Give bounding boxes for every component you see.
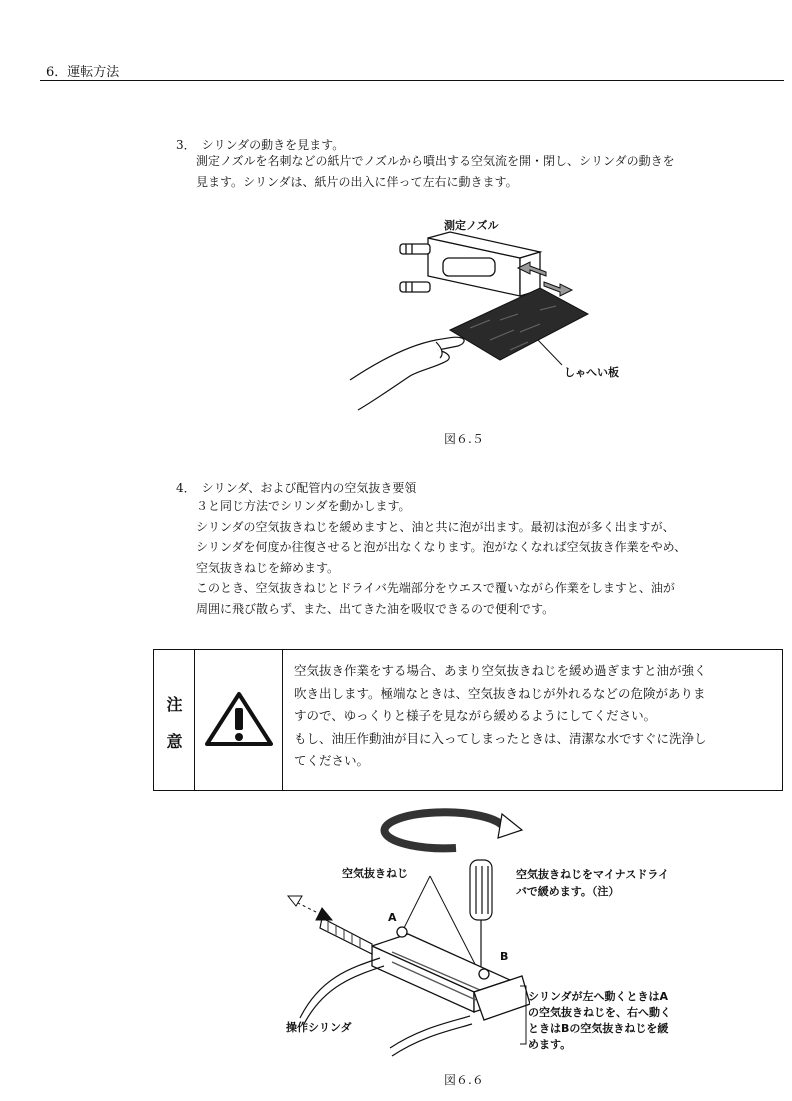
- hand-drawing: [350, 337, 464, 410]
- step4-title: 4． シリンダ、および配管内の空気抜き要領: [176, 481, 417, 495]
- step4-line: 空気抜きねじを締めます。: [196, 560, 340, 575]
- step4-line: シリンダを何度か往復させると泡が出なくなります。泡がなくなれば空気抜き作業をやめ、: [196, 540, 687, 554]
- step4-body: [196, 496, 686, 619]
- direction-arrow-drawing: [288, 896, 332, 920]
- figure5-caption: 図６.５: [444, 432, 484, 446]
- step4-line: シリンダの空気抜きねじを緩めますと、油と共に泡が出ます。最初は泡が多く出ますが、: [196, 519, 675, 534]
- caution-text: [294, 660, 770, 773]
- caution-line: 空気抜き作業をする場合、あまり空気抜きねじを緩め過ぎますと油が強く: [294, 663, 707, 678]
- caution-box: [153, 649, 783, 791]
- step4-line: 周囲に飛び散らず、また、出てきた油を吸収できるので便利です。: [196, 601, 555, 616]
- step3-line: 測定ノズルを名刺などの紙片でノズルから噴出する空気流を開・閉し、シリンダの動きを: [196, 154, 675, 168]
- header-divider: [40, 80, 784, 81]
- figure5-label-nozzle: 測定ノズル: [444, 219, 499, 232]
- figure-6-5-illustration: [340, 210, 640, 425]
- step3-line: 見ます。シリンダは、紙片の出入に伴って左右に動きます。: [196, 174, 518, 189]
- figure6-note-line: めます。: [528, 1038, 572, 1051]
- step3-title: 3． シリンダの動きを見ます。: [176, 138, 345, 152]
- figure6-label-driver-1: 空気抜きねじをマイナスドライ: [516, 868, 670, 881]
- figure5-label-plate: しゃへい板: [564, 366, 619, 379]
- caution-kanji-2: 意: [166, 732, 183, 751]
- step3-body: [196, 151, 675, 192]
- step4-line: このとき、空気抜きねじとドライバ先端部分をウエスで覆いながら作業をしますと、油が: [196, 581, 675, 595]
- figure6-label-a: A: [388, 911, 397, 924]
- step4-line: ３と同じ方法でシリンダを動かします。: [196, 499, 411, 513]
- nozzle-drawing: [400, 232, 540, 296]
- caution-line: すので、ゆっくりと様子を見ながら緩めるようにしてください。: [294, 708, 657, 723]
- figure6-caption: 図６.６: [444, 1073, 484, 1087]
- figure6-note-line: シリンダが左へ動くときはA: [528, 990, 669, 1003]
- screwdriver-drawing: [470, 860, 492, 976]
- section-title: 6．運転方法: [46, 65, 120, 80]
- shield-plate-drawing: [450, 288, 588, 365]
- figure6-label-screw: 空気抜きねじ: [342, 867, 408, 880]
- caution-line: 吹き出します。極端なときは、空気抜きねじが外れるなどの危険がありま: [294, 685, 706, 701]
- figure6-label-cylinder: 操作シリンダ: [286, 1021, 352, 1034]
- caution-label-cell: [154, 650, 195, 790]
- figure6-note-line: の空気抜きねじを、右へ動く: [528, 1006, 671, 1019]
- cylinder-drawing: [372, 927, 530, 1020]
- caution-line: てください。: [294, 753, 370, 768]
- figure6-note: [528, 989, 671, 1053]
- caution-kanji-1: 注: [166, 695, 183, 714]
- rotation-arrow-drawing: [385, 812, 522, 848]
- figure6-note-line: ときはBの空気抜きねじを緩: [528, 1022, 669, 1035]
- caution-line: もし、油圧作動油が目に入ってしまったときは、清潔な水ですぐに洗浄し: [294, 730, 707, 746]
- figure6-label-driver-2: バで緩めます。（注）: [516, 885, 620, 898]
- warning-triangle-icon: [203, 690, 275, 748]
- caution-icon-cell: [195, 650, 283, 790]
- figure6-label-b: B: [500, 950, 509, 963]
